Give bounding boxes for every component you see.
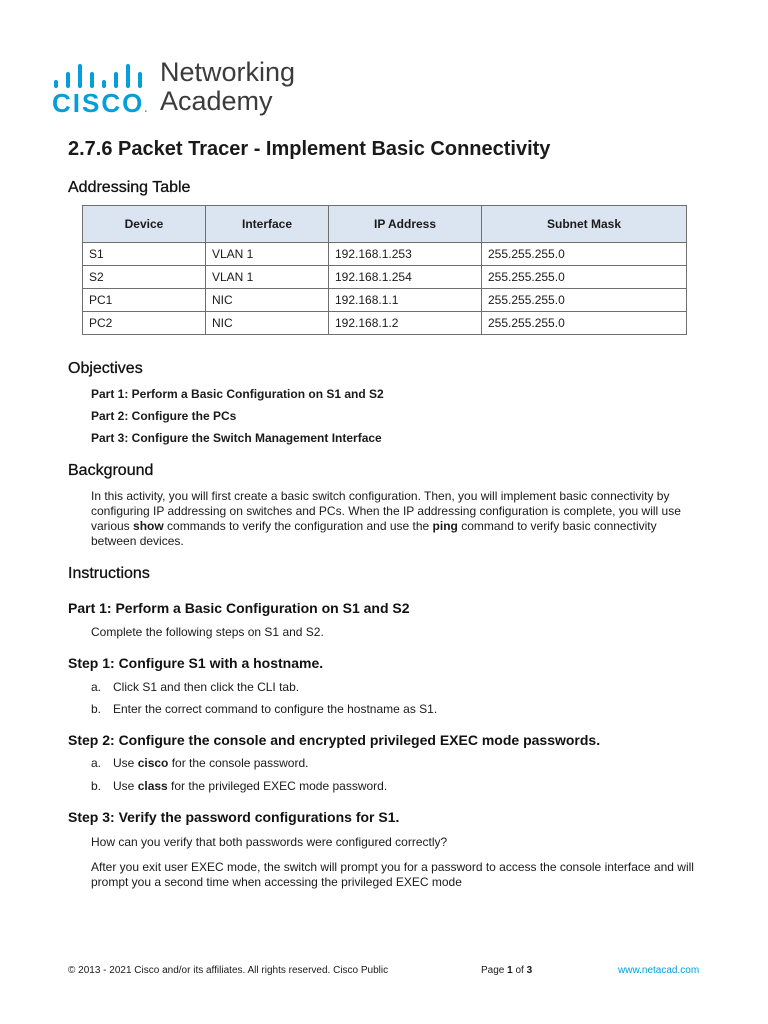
step-3-answer: After you exit user EXEC mode, the switch will prompt you for a password to access the console interface and will prompt you a second time when accessing the privileged EXEC mode: [91, 860, 694, 889]
col-subnet-mask: Subnet Mask: [482, 206, 687, 243]
logo-academy: Academy: [160, 86, 273, 116]
cisco-bridge-icon: [52, 64, 148, 88]
addressing-table: [82, 205, 687, 335]
table-header-row: [83, 206, 687, 243]
cell-interface: VLAN 1: [206, 266, 329, 289]
ping-command: ping: [432, 519, 458, 533]
page-title: 2.7.6 Packet Tracer - Implement Basic Connectivity: [68, 138, 551, 160]
step-3-question: How can you verify that both passwords were configured correctly?: [91, 835, 448, 849]
cell-interface: VLAN 1: [206, 243, 329, 266]
part-1-intro: Complete the following steps on S1 and S2.: [91, 625, 324, 639]
background-heading: Background: [68, 462, 154, 479]
footer-copyright: © 2013 - 2021 Cisco and/or its affiliates. All rights reserved. Cisco Public: [68, 965, 389, 976]
footer-page-number: Page 1 of 3: [481, 965, 533, 976]
cisco-networking-academy-logo: [52, 56, 312, 118]
step-2-heading: Step 2: Configure the console and encrypted privileged EXEC mode passwords.: [68, 732, 601, 748]
cell-mask: 255.255.255.0: [482, 312, 687, 335]
cell-ip: 192.168.1.1: [329, 289, 482, 312]
logo-networking: Networking: [160, 57, 296, 87]
objective-part-2: Part 2: Configure the PCs: [91, 409, 237, 423]
step-1-item-a: a. Click S1 and then click the CLI tab.: [91, 680, 300, 694]
cell-device: PC2: [83, 312, 206, 335]
footer-netacad-link[interactable]: www.netacad.com: [618, 965, 700, 976]
cell-interface: NIC: [206, 289, 329, 312]
objectives-heading: Objectives: [68, 360, 143, 377]
objective-part-3: Part 3: Configure the Switch Management Interface: [91, 431, 382, 445]
col-device: Device: [83, 206, 206, 243]
cell-device: S2: [83, 266, 206, 289]
table-row: [83, 312, 687, 335]
step-2-item-b: b. Use class for the privileged EXEC mode password.: [91, 779, 388, 793]
table-row: [83, 243, 687, 266]
col-ip-address: IP Address: [329, 206, 482, 243]
table-row: [83, 266, 687, 289]
addressing-table-heading: Addressing Table: [68, 179, 191, 196]
cell-ip: 192.168.1.254: [329, 266, 482, 289]
instructions-heading: Instructions: [68, 565, 150, 582]
step-1-heading: Step 1: Configure S1 with a hostname.: [68, 655, 324, 671]
cisco-wordmark: CISCO.: [52, 88, 148, 118]
cell-interface: NIC: [206, 312, 329, 335]
cell-device: PC1: [83, 289, 206, 312]
cell-mask: 255.255.255.0: [482, 243, 687, 266]
cell-device: S1: [83, 243, 206, 266]
step-1-item-b: b. Enter the correct command to configure the hostname as S1.: [91, 702, 438, 716]
objective-part-1: Part 1: Perform a Basic Configuration on S1 and S2: [91, 387, 384, 401]
col-interface: Interface: [206, 206, 329, 243]
cell-mask: 255.255.255.0: [482, 289, 687, 312]
part-1-heading: Part 1: Perform a Basic Configuration on S1 and S2: [68, 600, 410, 616]
step-2-item-a: a. Use cisco for the console password.: [91, 756, 309, 770]
step-3-heading: Step 3: Verify the password configurations for S1.: [68, 809, 400, 825]
cell-ip: 192.168.1.253: [329, 243, 482, 266]
cell-mask: 255.255.255.0: [482, 266, 687, 289]
table-row: [83, 289, 687, 312]
show-command: show: [133, 519, 164, 533]
background-paragraph: In this activity, you will first create a basic switch configuration. Then, you will implement basic connectivity by configuring IP addressing on switches and PCs. When the IP addressing configuration is complete, you will use various show commands to verify the configuration and use the ping command to verify basic connectivity between devices.: [91, 489, 681, 548]
cell-ip: 192.168.1.2: [329, 312, 482, 335]
